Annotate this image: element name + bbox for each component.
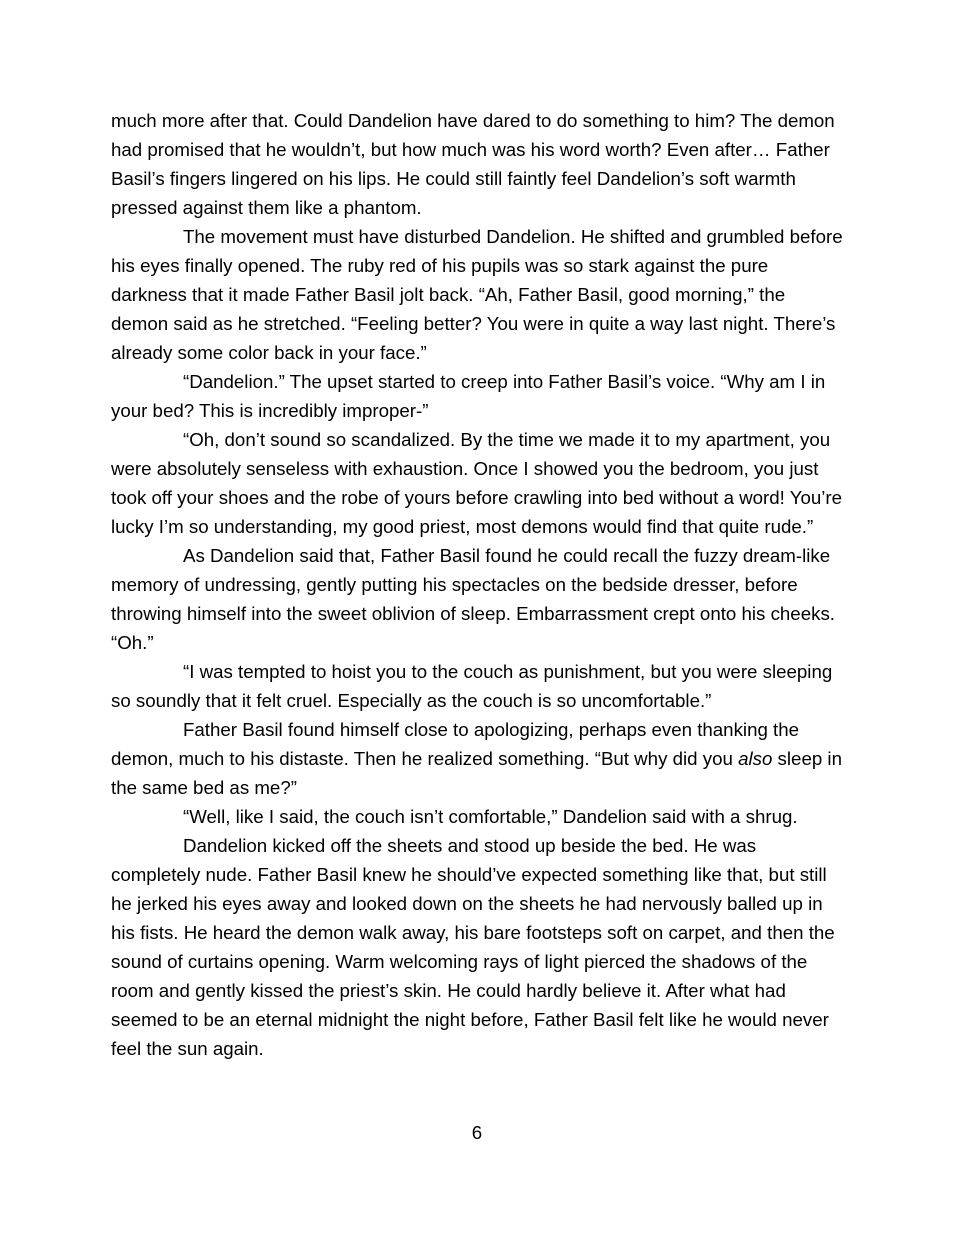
page-footer xyxy=(111,1118,843,1147)
paragraph: “I was tempted to hoist you to the couch as punishment, but you were sleeping so soundly that it felt cruel. Especially as the couch is so uncomfortable.” xyxy=(111,661,833,711)
paragraph xyxy=(111,715,843,802)
page-number: 6 xyxy=(471,1122,483,1143)
paragraph: “Dandelion.” The upset started to creep into Father Basil’s voice. “Why am I in your bed? This is incredibly improper-” xyxy=(111,371,826,421)
italic-word: also xyxy=(738,748,773,769)
paragraph: much more after that. Could Dandelion have dared to do something to him? The demon had promised that he wouldn’t, but how much was his word worth? Even after… Father Basil’s fingers lingered on his lips. He could still faintly feel Dandelion’s soft warmth pressed against them like a phantom. xyxy=(111,110,835,218)
paragraph-text: sleep in the same bed as me?” xyxy=(111,748,842,798)
page-body-text xyxy=(111,106,843,1063)
paragraph: As Dandelion said that, Father Basil found he could recall the fuzzy dream-like memory of undressing, gently putting his spectacles on the bedside dresser, before throwing himself into the sweet oblivion of sleep. Embarrassment crept onto his cheeks. “Oh.” xyxy=(111,545,835,653)
paragraph-text: Father Basil found himself close to apologizing, perhaps even thanking the demon, much to his distaste. Then he realized something. “But why did you xyxy=(111,719,800,769)
paragraph: Dandelion kicked off the sheets and stood up beside the bed. He was completely nude. Father Basil knew he should’ve expected something like that, but still he jerked his eyes away and looked down on the sheets he had nervously balled up in his fists. He heard the demon walk away, his bare footsteps soft on carpet, and then the sound of curtains opening. Warm welcoming rays of light pierced the shadows of the room and gently kissed the priest’s skin. He could hardly believe it. After what had seemed to be an eternal midnight the night before, Father Basil felt like he would never feel the sun again. xyxy=(111,835,835,1059)
paragraph: “Oh, don’t sound so scandalized. By the time we made it to my apartment, you were absolutely senseless with exhaustion. Once I showed you the bedroom, you just took off your shoes and the robe of yours before crawling into bed without a word! You’re lucky I’m so understanding, my good priest, most demons would find that quite rude.” xyxy=(111,429,843,537)
paragraph: “Well, like I said, the couch isn’t comfortable,” Dandelion said with a shrug. xyxy=(183,806,798,827)
paragraph: The movement must have disturbed Dandelion. He shifted and grumbled before his eyes finally opened. The ruby red of his pupils was so stark against the pure darkness that it made Father Basil jolt back. “Ah, Father Basil, good morning,” the demon said as he stretched. “Feeling better? You were in quite a way last night. There’s already some color back in your face.” xyxy=(111,226,843,363)
